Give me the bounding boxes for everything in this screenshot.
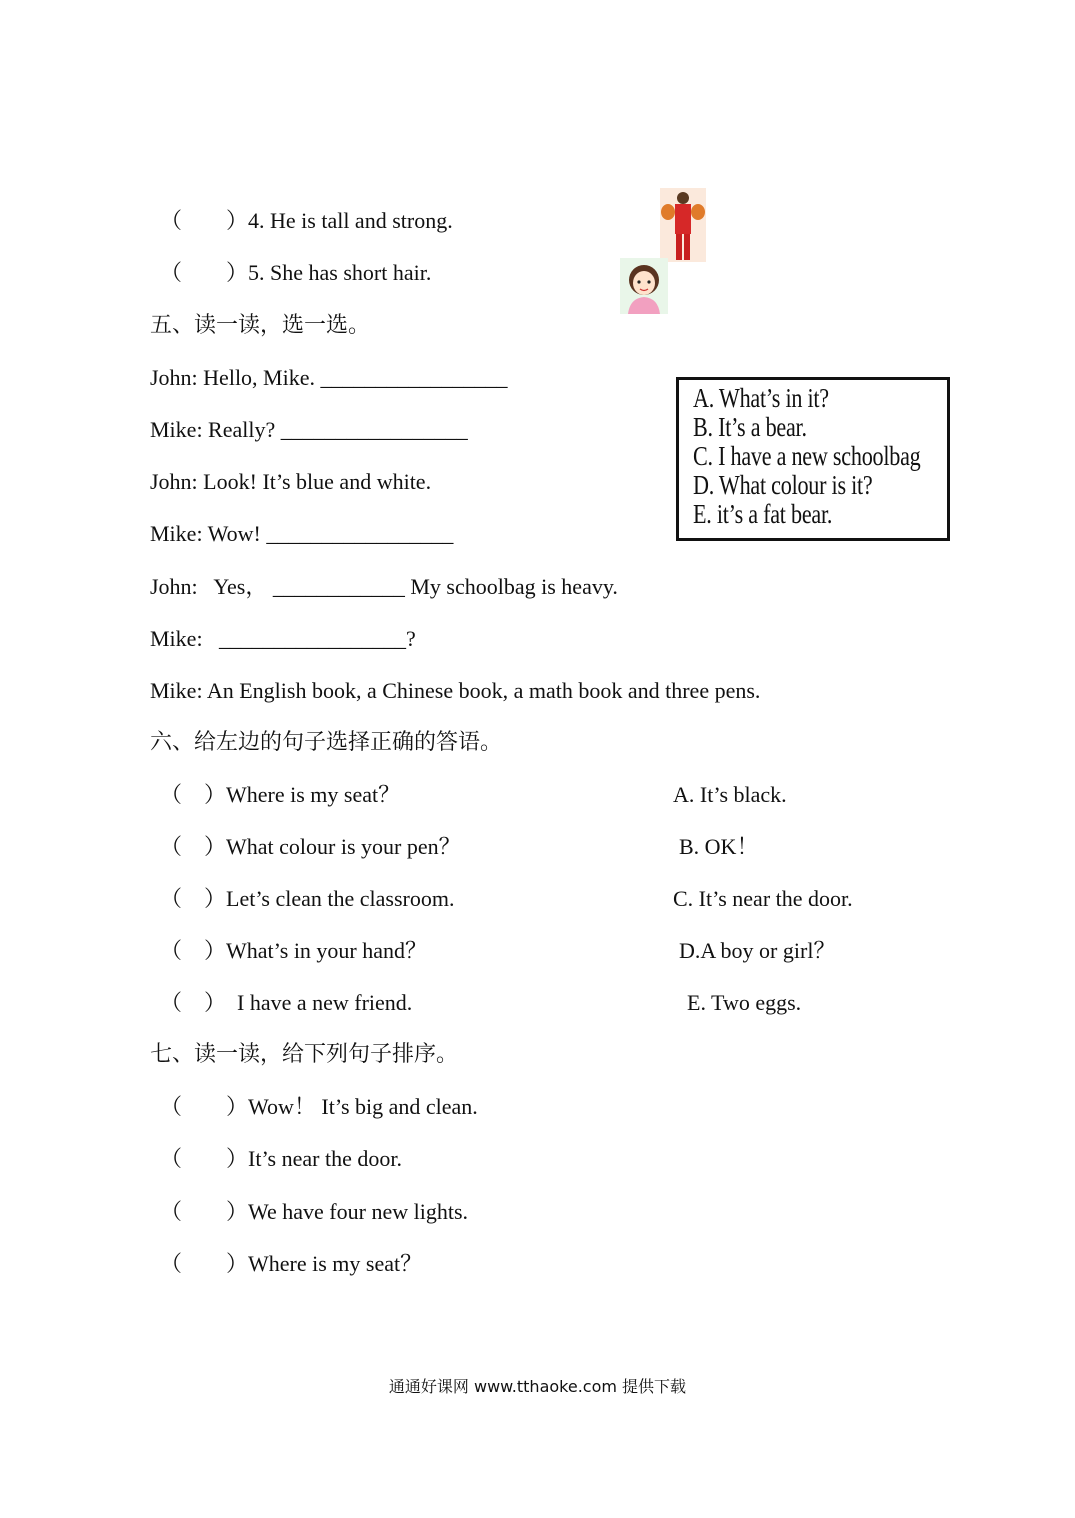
basketball-player-picture: [660, 188, 706, 262]
option-b: B. It’s a bear.: [693, 412, 807, 442]
match-answer-a: A. It’s black.: [673, 782, 787, 807]
dialogue-line-4: Mike: Wow! _________________: [150, 521, 454, 546]
match-answer-c: C. It’s near the door.: [673, 886, 853, 911]
section-5-heading: 五、读一读，选一选。: [150, 312, 371, 337]
match-answer-e: E. Two eggs.: [687, 990, 802, 1015]
match-question-5: （ ） I have a new friend.: [160, 990, 413, 1015]
order-item-4: （ ）Where is my seat？: [160, 1251, 423, 1276]
girl-short-hair-picture: [620, 258, 668, 314]
footer-credit: 通通好课网 www.tthaoke.com 提供下载: [388, 1377, 687, 1396]
dialogue-line-7: Mike: An English book, a Chinese book, a math book and three pens.: [150, 678, 761, 703]
order-item-1: （ ）Wow！ It’s big and clean.: [160, 1094, 478, 1119]
dialogue-line-6: Mike: _________________?: [150, 626, 416, 651]
dialogue-line-5: John: Yes， ____________ My schoolbag is heavy.: [150, 574, 618, 599]
dialogue-line-2: Mike: Really? _________________: [150, 417, 468, 442]
question-5: （ ）5. She has short hair.: [160, 260, 432, 285]
option-e: E. it’s a fat bear.: [693, 499, 833, 529]
match-answer-b: B. OK！: [679, 834, 759, 859]
question-4: （ ）4. He is tall and strong.: [160, 208, 453, 233]
option-a: A. What’s in it?: [693, 383, 829, 413]
order-item-2: （ ）It’s near the door.: [160, 1146, 402, 1171]
match-question-3: （ ）Let’s clean the classroom.: [160, 886, 455, 911]
options-box: [676, 377, 950, 541]
section-6-heading: 六、给左边的句子选择正确的答语。: [150, 729, 503, 754]
option-d: D. What colour is it?: [693, 470, 873, 500]
dialogue-line-3: John: Look! It’s blue and white.: [150, 469, 432, 494]
section-7-heading: 七、读一读，给下列句子排序。: [150, 1041, 459, 1066]
order-item-3: （ ）We have four new lights.: [160, 1199, 469, 1224]
match-answer-d: D.A boy or girl？: [679, 938, 836, 963]
match-question-1: （ ）Where is my seat？: [160, 782, 401, 807]
match-question-4: （ ）What’s in your hand？: [160, 938, 428, 963]
dialogue-line-1: John: Hello, Mike. _________________: [150, 365, 508, 390]
match-question-2: （ ）What colour is your pen？: [160, 834, 461, 859]
option-c: C. I have a new schoolbag: [693, 441, 921, 471]
